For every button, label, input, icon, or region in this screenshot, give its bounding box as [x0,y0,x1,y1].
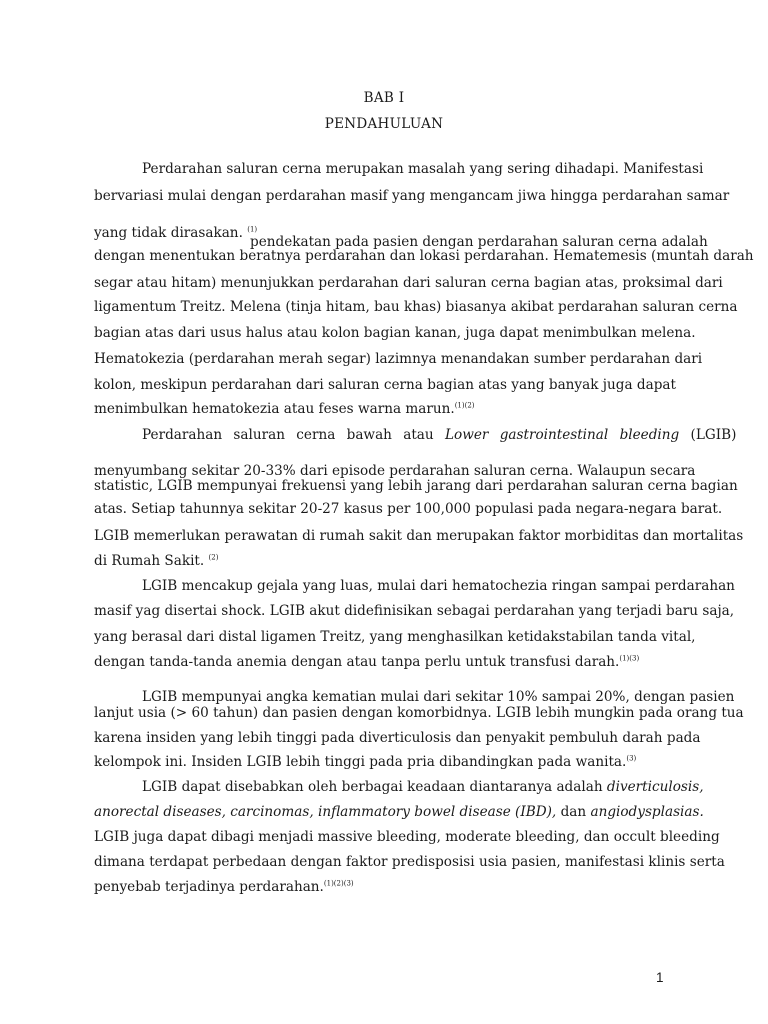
paragraph-1-line-11 [94,400,676,418]
paragraph-5-line-5 [94,878,676,896]
paragraph-1-line-10: kolon, meskipun perdarahan dari saluran cerna bagian atas yang banyak juga dapat [94,377,676,393]
paragraph-4-line-1: LGIB mempunyai angka kematian mulai dari sekitar 10% sampai 20%, dengan pasien [142,689,735,705]
paragraph-4-line-2: lanjut usia (> 60 tahun) dan pasien dengan komorbidnya. LGIB lebih mungkin pada orang tua [94,705,744,721]
paragraph-1-line-3 [94,224,258,242]
paragraph-5-text: LGIB dapat disebabkan oleh berbagai keadaan diantaranya adalah [142,779,603,795]
paragraph-4-text: kelompok ini. Insiden LGIB lebih tinggi pada pria dibandingkan pada wanita. [94,754,627,770]
citation: (1)(2)(3) [323,879,354,888]
paragraph-1-line-6: segar atau hitam) menunjukkan perdarahan dari saluran cerna bagian atas, proksimal dari [94,275,723,291]
paragraph-3-line-3: yang berasal dari distal ligamen Treitz, yang menghasilkan ketidakstabilan tanda vital, [94,629,696,645]
paragraph-4-line-3: karena insiden yang lebih tinggi pada diverticulosis dan penyakit pembuluh darah pada [94,730,701,746]
paragraph-1-line-2: bervariasi mulai dengan perdarahan masif yang mengancam jiwa hingga perdarahan samar [94,188,730,204]
citation: (1)(2) [454,401,475,410]
abbreviation: (LGIB) [690,427,737,443]
chapter-title: PENDAHULUAN [324,116,444,132]
paragraph-3-text: dengan tanda-tanda anemia dengan atau tanpa perlu untuk transfusi darah. [94,654,620,670]
paragraph-1-line-8: bagian atas dari usus halus atau kolon bagian kanan, juga dapat menimbulkan melena. [94,325,696,341]
paragraph-2-line-2: menyumbang sekitar 20-33% dari episode perdarahan saluran cerna. Walaupun secara [94,463,696,479]
citation: (2) [208,553,219,562]
paragraph-3-line-1: LGIB mencakup gejala yang luas, mulai dari hematochezia ringan sampai perdarahan [142,578,735,594]
paragraph-5-text: penyebab terjadinya perdarahan. [94,879,324,895]
paragraph-5-line-3: LGIB juga dapat dibagi menjadi massive bleeding, moderate bleeding, dan occult bleeding [94,829,720,845]
paragraph-1-text: yang tidak dirasakan. [94,225,243,241]
italic-term: angiodysplasias. [590,804,704,820]
paragraph-1-line-5: dengan menentukan beratnya perdarahan dan lokasi perdarahan. Hematemesis (muntah darah [94,248,754,264]
paragraph-1-line-9: Hematokezia (perdarahan merah segar) lazimnya menandakan sumber perdarahan dari [94,351,703,367]
paragraph-2-line-5: LGIB memerlukan perawatan di rumah sakit dan merupakan faktor morbiditas dan mortalitas [94,528,744,544]
paragraph-1-line-1: Perdarahan saluran cerna merupakan masalah yang sering dihadapi. Manifestasi [142,161,704,177]
paragraph-3-line-2: masif yag disertai shock. LGIB akut didefinisikan sebagai perdarahan yang terjadi baru saja, [94,603,735,619]
paragraph-1-line-7: ligamentum Treitz. Melena (tinja hitam, bau khas) biasanya akibat perdarahan saluran cerna [94,299,738,315]
paragraph-4-line-4 [94,753,676,771]
citation: (1)(3) [619,654,640,663]
paragraph-5-line-4: dimana terdapat perbedaan dengan faktor predisposisi usia pasien, manifestasi klinis serta [94,854,725,870]
italic-term: inflammatory bowel disease (IBD), [318,804,557,820]
paragraph-1-line-4: pendekatan pada pasien dengan perdarahan saluran cerna adalah [250,234,708,250]
paragraph-1-text: menimbulkan hematokezia atau feses warna marun. [94,401,455,417]
paragraph-2-line-6 [94,552,676,570]
paragraph-5-line-2 [94,803,704,821]
italic-term: anorectal diseases, carcinomas, [94,804,314,820]
paragraph-2-line-4: atas. Setiap tahunnya sekitar 20-27 kasus per 100,000 populasi pada negara-negara barat. [94,501,723,517]
italic-term: Lower gastrointestinal bleeding [445,427,680,443]
paragraph-2-line-3: statistic, LGIB mempunyai frekuensi yang lebih jarang dari perdarahan saluran cerna bagian [94,478,738,494]
chapter-label: BAB I [363,90,405,106]
citation: (3) [626,754,637,763]
citation: (1) [247,225,258,234]
paragraph-2-text: Perdarahan saluran cerna bawah atau [142,427,434,443]
paragraph-5-text: dan [560,804,587,820]
paragraph-5-line-1 [142,778,704,796]
paragraph-2-text: di Rumah Sakit. [94,553,205,569]
paragraph-2-line-1 [142,426,737,444]
paragraph-3-line-4 [94,653,676,671]
italic-term: diverticulosis, [606,779,704,795]
page-number: 1 [656,970,664,985]
